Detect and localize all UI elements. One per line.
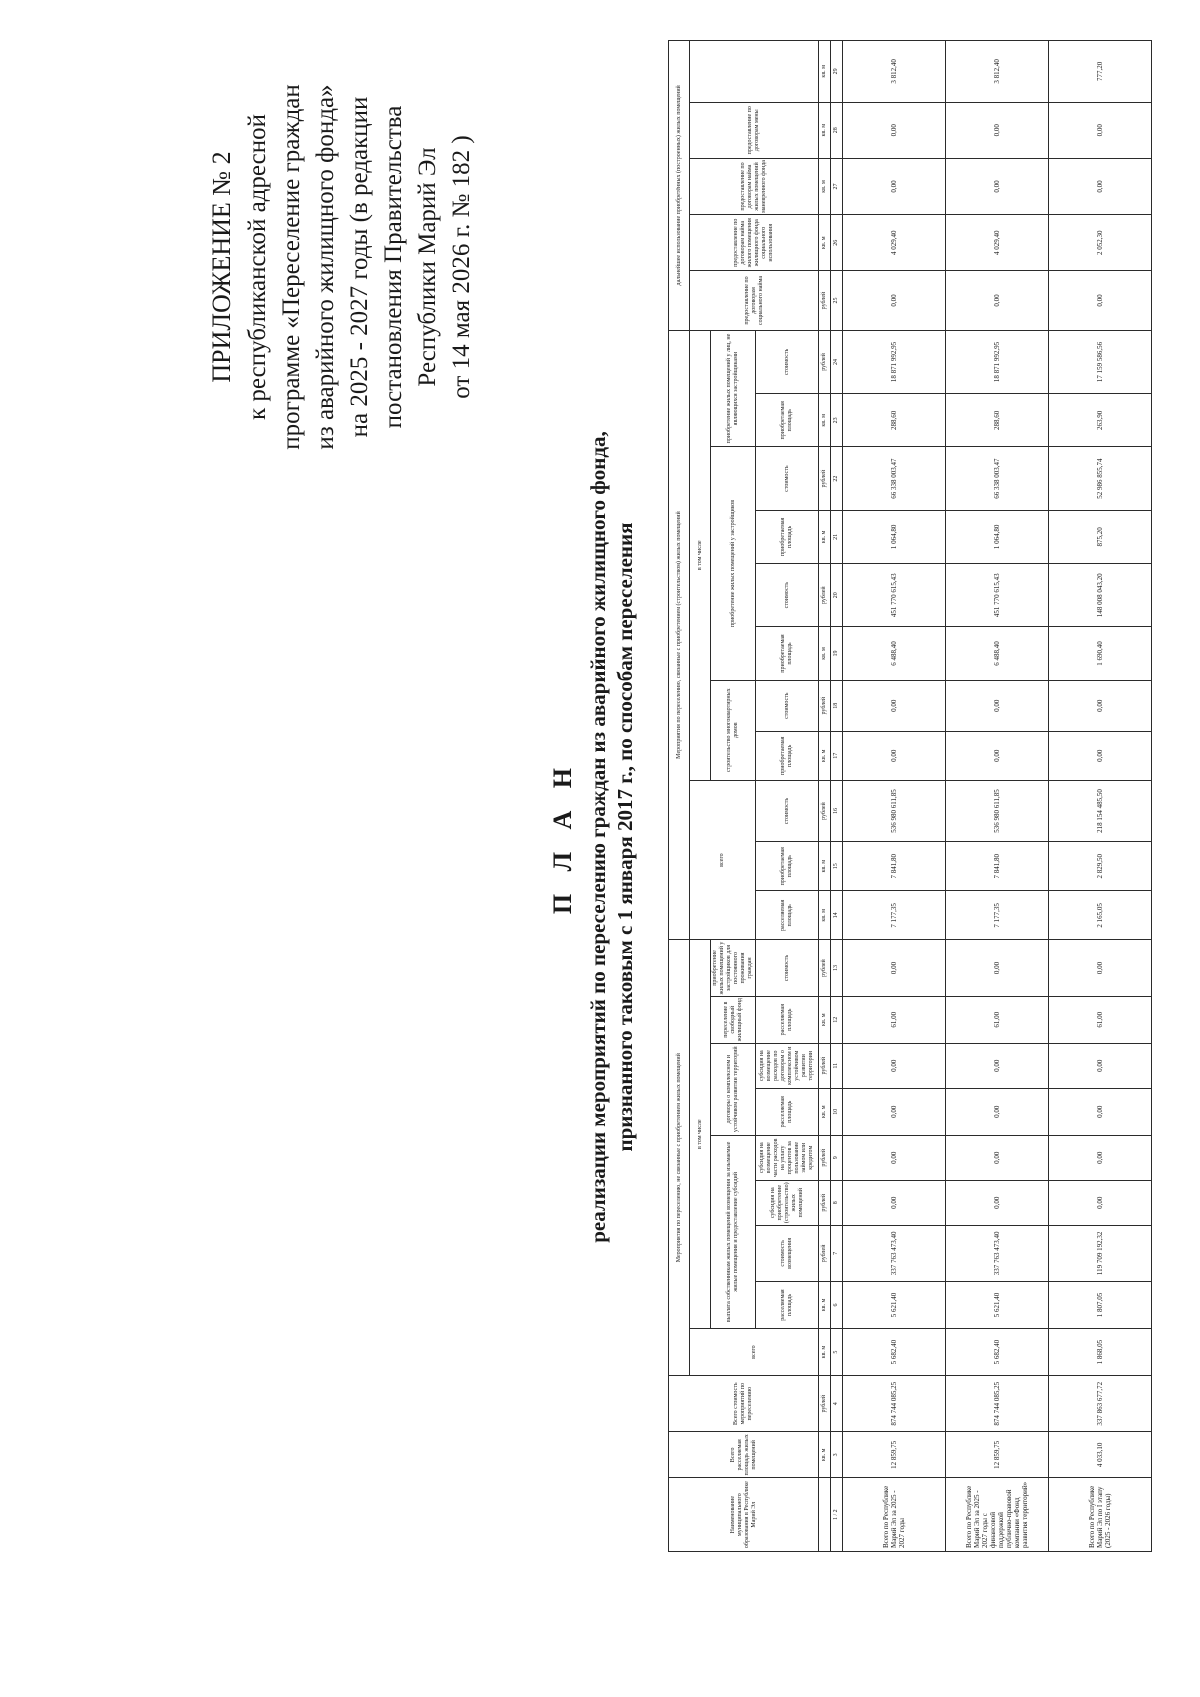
table-cell: 2 829,50 [1049,842,1152,891]
unit-cell: кв. м [819,842,831,891]
col-spacer-header [690,41,819,103]
unit-cell: кв. м [819,627,831,680]
appendix-block [205,57,479,477]
units-row [819,41,831,1552]
unit-cell: кв. м [819,891,831,940]
row-name: Всего по Республике Марий Эл по I этапу (2025 - 2026 годы) [1049,1478,1152,1552]
table-cell: 0,00 [843,731,946,780]
unit-cell: рублей [819,564,831,627]
row-name: Всего по Республике Марий Эл за 2025 - 2027 годы [843,1478,946,1552]
col-buyout-header: выплата собственникам жилых помещений возмещения за изымаемые жилые помещения и предоставление субсидий [711,1135,756,1328]
unit-cell: кв. м [819,996,831,1043]
column-number: 16 [831,780,843,841]
table-cell: 536 980 611,85 [843,780,946,841]
table-cell: 18 871 992,95 [946,330,1049,394]
related-total-header: всего [690,780,756,940]
table-cell: 66 338 003,47 [843,447,946,510]
table-cell: 0,00 [946,680,1049,731]
plan-table [668,40,1152,1552]
appendix-line: Республики Марий Эл [414,147,441,387]
table-cell: 0,00 [1049,102,1152,158]
table-cell: 0,00 [946,271,1049,330]
column-number: 22 [831,447,843,510]
appendix-line: постановления Правительства [380,105,407,429]
group-further-use-header: дальнейшее использование приобретённых (построенных) жилых помещений [669,41,690,331]
table-cell: 0,00 [1049,1180,1152,1225]
table-cell: 61,00 [1049,996,1152,1043]
related-including-header: в том числе [690,330,711,780]
table-cell: 0,00 [843,680,946,731]
table-cell: 0,00 [1049,1088,1152,1135]
sub-cost-6: стоимость [756,330,819,394]
table-cell: 7 841,80 [843,842,946,891]
table-cell: 0,00 [843,1088,946,1135]
column-number: 20 [831,564,843,627]
col-dev-contracts-header: договоры о комплексном и устойчивом развитии территорий [711,1043,756,1135]
unit-cell: кв. м [819,510,831,563]
column-number: 19 [831,627,843,680]
table-cell: 0,00 [946,940,1049,996]
table-cell: 3 812,40 [843,41,946,103]
table-row [946,41,1049,1552]
col-purchase-persons-header: приобретение жилых помещений у лиц, не являющихся застройщиками [711,330,756,447]
table-cell: 0,00 [946,731,1049,780]
date-prefix: от [448,369,475,399]
subtitle-line: реализации мероприятий по переселению граждан из аварийного жилищного фонда, [586,431,610,1243]
unit-cell: кв. м [819,1088,831,1135]
table-cell: 0,00 [843,1180,946,1225]
sub-cost-2: стоимость [756,780,819,841]
column-number: 4 [831,1376,843,1432]
date-month-year: мая 2026 г. № [448,187,475,345]
sub-resettled-area-4: расселяемая площадь [756,891,819,940]
table-cell: 288,60 [843,394,946,447]
closing-bracket: ) [448,135,475,150]
table-cell: 0,00 [843,1135,946,1180]
sub-acquired-area: приобретаемая площадь [756,842,819,891]
unit-cell: рублей [819,780,831,841]
table-cell: 4 033,10 [1049,1432,1152,1478]
column-number: 15 [831,842,843,891]
sub-acquired-area-2: приобретаемая площадь [756,731,819,780]
column-number: 12 [831,996,843,1043]
table-cell: 7 177,35 [843,891,946,940]
table-cell: 0,00 [946,1043,1049,1088]
col-purchase-dev-header: приобретение жилых помещений у застройщиков [711,447,756,680]
plan-table-wrap [668,40,1152,1552]
unit-cell: кв. м [819,1432,831,1478]
unit-cell: кв. м [819,731,831,780]
table-row [1049,41,1152,1552]
sub-cost-4: стоимость [756,564,819,627]
sub-cost-3: стоимость [756,680,819,731]
unit-cell [819,1478,831,1552]
table-cell: 337 763 473,40 [946,1225,1049,1281]
table-cell: 18 871 992,95 [843,330,946,394]
column-number: 24 [831,330,843,394]
table-cell: 1 064,80 [843,510,946,563]
table-cell: 0,00 [1049,680,1152,731]
table-cell: 0,00 [843,158,946,214]
sub-acquired-area-3: приобретаемая площадь [756,627,819,680]
sub-resettled-area-2: расселяемая площадь [756,1088,819,1135]
column-number: 11 [831,1043,843,1088]
table-cell: 0,00 [946,1180,1049,1225]
table-cell: 874 744 085,25 [946,1376,1049,1432]
unit-cell: кв. м [819,394,831,447]
table-cell: 0,00 [946,102,1049,158]
table-cell: 0,00 [946,1135,1049,1180]
unit-cell: рублей [819,1043,831,1088]
col-municipal-premises-header: приобретение жилых помещений у застройщиков для постоянного проживания граждан [711,940,756,996]
table-cell: 875,20 [1049,510,1152,563]
column-number: 1 / 2 [831,1478,843,1552]
table-cell: 17 159 586,56 [1049,330,1152,394]
unit-cell: рублей [819,680,831,731]
table-cell: 0,00 [946,158,1049,214]
table-cell: 0,00 [843,1043,946,1088]
group-related-header: Мероприятия по переселению, связанные с приобретением (строительством) жилых помещений [669,330,690,940]
table-cell: 874 744 085,25 [843,1376,946,1432]
column-number: 10 [831,1088,843,1135]
col-commercial-rent-header: предоставление по договорам найма жилых помещений маневренного фонда [690,158,819,214]
column-number: 13 [831,940,843,996]
unit-cell: кв. м [819,41,831,103]
table-row [843,41,946,1552]
unit-cell: рублей [819,447,831,510]
appendix-line: на 2025 - 2027 годы (в редакции [346,96,373,438]
appendix-title: ПРИЛОЖЕНИЕ № 2 [207,151,236,383]
table-cell: 1 690,40 [1049,627,1152,680]
including-header: в том числе [690,940,711,1329]
table-cell: 451 770 615,43 [946,564,1049,627]
table-cell: 61,00 [946,996,1049,1043]
table-cell: 3 812,40 [946,41,1049,103]
table-cell: 263,90 [1049,394,1152,447]
col-total-area-header: Всего расселяемая площадь жилых помещений [669,1432,819,1478]
column-number: 6 [831,1282,843,1329]
col-social-rent-header: предоставление по договорам социального найма [690,271,819,330]
unit-cell: кв. м [819,1282,831,1329]
unit-cell: рублей [819,1225,831,1281]
group-not-related-header: Мероприятия по переселению, не связанные с приобретением жилых помещений [669,940,690,1376]
sub-cost: стоимость [756,940,819,996]
table-cell: 0,00 [1049,1135,1152,1180]
plan-subtitle [585,117,639,1557]
row-name: Всего по Республике Марий Эл за 2025 - 2027 годы с финансовой поддержкой публично-правовой компании «Фонд развития территорий» [946,1478,1049,1552]
table-cell: 6 488,40 [843,627,946,680]
sub-subsidy-partial: субсидия на возмещение части расходов на уплату процентов за пользование займом или кредитом [756,1135,819,1180]
column-number: 18 [831,680,843,731]
col-construction-header: строительство многоквартирных домов [711,680,756,780]
table-cell: 5 621,40 [843,1282,946,1329]
table-cell: 7 841,80 [946,842,1049,891]
unit-cell: рублей [819,1376,831,1432]
unit-cell: кв. м [819,102,831,158]
col-total-cost-header: Всего стоимость мероприятий по переселению [669,1376,819,1432]
column-number: 17 [831,731,843,780]
column-number: 29 [831,41,843,103]
table-cell: 1 868,05 [1049,1329,1152,1376]
column-number: 14 [831,891,843,940]
table-cell: 218 154 485,50 [1049,780,1152,841]
column-number: 23 [831,394,843,447]
table-cell: 0,00 [1049,271,1152,330]
table-cell: 7 177,35 [946,891,1049,940]
column-number: 25 [831,271,843,330]
table-cell: 288,60 [946,394,1049,447]
table-cell: 61,00 [843,996,946,1043]
table-cell: 0,00 [843,102,946,158]
table-cell: 0,00 [1049,940,1152,996]
table-cell: 1 064,80 [946,510,1049,563]
sub-resettled-area-3: расселяемая площадь [756,996,819,1043]
column-number: 21 [831,510,843,563]
column-number: 9 [831,1135,843,1180]
appendix-line: из аварийного жилищного фонда» [312,84,339,450]
doc-number: 182 [448,149,475,188]
column-number: 26 [831,215,843,271]
sub-subsidy-dev: субсидия на возмещение расходов по договорам о комплексном и устойчивом развитии территории [756,1043,819,1088]
col-total-header: всего [690,1329,819,1376]
unit-cell: рублей [819,1180,831,1225]
table-cell: 4 029,40 [843,215,946,271]
table-cell: 337 863 677,72 [1049,1376,1152,1432]
table-cell: 0,00 [946,1088,1049,1135]
date-day: 14 [448,344,475,370]
table-cell: 337 763 473,40 [843,1225,946,1281]
table-cell: 2 052,30 [1049,215,1152,271]
column-number: 3 [831,1432,843,1478]
table-cell: 536 980 611,85 [946,780,1049,841]
sub-acquired-area-5: приобретаемая площадь [756,394,819,447]
unit-cell: рублей [819,330,831,394]
table-cell: 777,20 [1049,41,1152,103]
table-cell: 148 008 043,20 [1049,564,1152,627]
table-cell: 52 986 855,74 [1049,447,1152,510]
subtitle-line: признанного таковым с 1 января 2017 г., по способам переселения [613,522,637,1152]
table-cell: 12 859,75 [843,1432,946,1478]
column-number: 28 [831,102,843,158]
unit-cell: кв. м [819,215,831,271]
table-cell: 0,00 [1049,731,1152,780]
column-number: 8 [831,1180,843,1225]
sub-subsidy-purchase: субсидия на приобретение (строительство) жилых помещений [756,1180,819,1225]
unit-cell: рублей [819,271,831,330]
table-cell: 6 488,40 [946,627,1049,680]
plan-title: П Л А Н [548,759,577,915]
table-cell: 5 682,40 [946,1329,1049,1376]
unit-cell: рублей [819,1135,831,1180]
table-cell: 12 859,75 [946,1432,1049,1478]
table-cell: 451 770 615,43 [843,564,946,627]
column-number: 5 [831,1329,843,1376]
appendix-date-line [445,57,479,477]
unit-cell: кв. м [819,158,831,214]
sub-acquired-area-4: приобретаемая площадь [756,510,819,563]
column-number: 27 [831,158,843,214]
unit-cell: кв. м [819,1329,831,1376]
table-cell: 2 165,05 [1049,891,1152,940]
table-cell: 0,00 [1049,158,1152,214]
unit-cell: рублей [819,940,831,996]
numbers-row [831,41,843,1552]
table-cell: 4 029,40 [946,215,1049,271]
column-number: 7 [831,1225,843,1281]
table-cell: 5 682,40 [843,1329,946,1376]
table-cell: 66 338 003,47 [946,447,1049,510]
table-cell: 0,00 [1049,1043,1152,1088]
table-cell: 0,00 [843,940,946,996]
col-resettle-free-header: переселение в свободный жилищный фонд [711,996,756,1043]
sub-cost-5: стоимость [756,447,819,510]
sub-compensation-cost: стоимость возмещения [756,1225,819,1281]
table-body [843,41,1152,1552]
appendix-line: программе «Переселение граждан [278,84,305,450]
table-cell: 1 807,05 [1049,1282,1152,1329]
sub-resettled-area: расселяемая площадь [756,1282,819,1329]
table-cell: 0,00 [843,271,946,330]
col-exchange-header: предоставление по договорам мены [690,102,819,158]
col-name-header: Наименование муниципального образования в Республике Марий Эл [669,1478,819,1552]
appendix-line: к республиканской адресной [244,114,271,420]
col-soc-use-rent-header: предоставление по договорам найма жилого помещения жилищного фонда социального использования [690,215,819,271]
table-cell: 5 621,40 [946,1282,1049,1329]
table-cell: 119 709 192,32 [1049,1225,1152,1281]
